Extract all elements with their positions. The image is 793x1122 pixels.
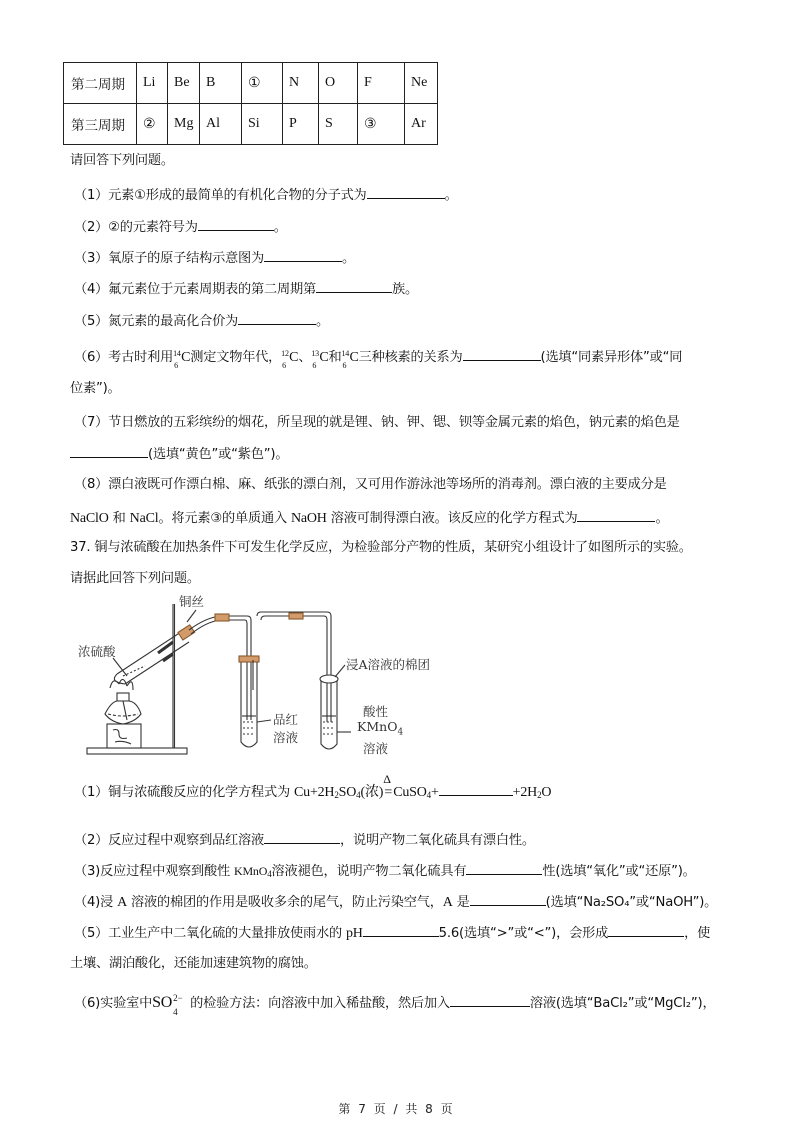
q37-stem-cont: 请据此回答下列问题。 bbox=[70, 571, 200, 586]
eq-part: (浓) bbox=[360, 785, 384, 800]
label-cotton-soaked-a: 浸A溶液的棉团 bbox=[346, 657, 431, 672]
answer-blank[interactable] bbox=[264, 247, 342, 262]
question-text: 溶液可制得漂白液。该反应的化学方程式为 bbox=[330, 511, 578, 526]
question-text: （1）元素①形成的最简单的有机化合物的分子式为 bbox=[74, 188, 367, 203]
q36-item-6-cont: 位素”)。 bbox=[70, 381, 121, 396]
question-text: 的检验方法：向溶液中加入稀盐酸，然后加入 bbox=[190, 996, 450, 1011]
eq-part: SO bbox=[152, 994, 173, 1011]
heat-delta-sign: Δ = bbox=[383, 783, 393, 803]
answer-blank[interactable] bbox=[264, 829, 340, 844]
answer-blank[interactable] bbox=[363, 922, 439, 937]
answer-blank[interactable] bbox=[463, 346, 541, 361]
chem-equation bbox=[294, 772, 439, 800]
question-text: （4)浸 bbox=[74, 895, 114, 910]
mass-number: 14 bbox=[341, 349, 350, 358]
q36-item-6 bbox=[74, 346, 682, 368]
question-text: （3）氧原子的原子结构示意图为 bbox=[74, 251, 265, 266]
q37-item-5-cont: 土壤、湖泊酸化，还能加速建筑物的腐蚀。 bbox=[70, 956, 317, 971]
eq-part: Cu+2H bbox=[294, 785, 335, 800]
answer-blank[interactable] bbox=[577, 507, 655, 522]
question-text: 。 bbox=[444, 188, 458, 203]
answer-blank[interactable] bbox=[608, 922, 684, 937]
question-text: （6)实验室中 bbox=[74, 996, 153, 1011]
q36-item-3 bbox=[74, 247, 355, 269]
question-text: 溶液的棉团的作用是吸收多余的尾气，防止污染空气， bbox=[131, 895, 443, 910]
chem-equation-tail bbox=[513, 785, 552, 800]
q36-item-7: （7）节日燃放的五彩缤纷的烟花，所呈现的就是锂、钠、钾、锶、钡等金属元素的焰色，钠元素的焰色是 bbox=[74, 415, 680, 430]
isotope-notation bbox=[281, 348, 289, 370]
label-text: 酸性 bbox=[363, 704, 389, 719]
q37-item-4 bbox=[74, 891, 717, 913]
question-text: 5.6(选填“>”或“<”)，会形成 bbox=[438, 926, 609, 941]
question-text: ，使 bbox=[684, 926, 711, 941]
table-cell: Al bbox=[200, 104, 242, 145]
q36-item-4 bbox=[74, 278, 418, 300]
atomic-number: 6 bbox=[342, 361, 347, 370]
table-cell: B bbox=[200, 63, 242, 104]
question-text: 族。 bbox=[391, 282, 418, 297]
question-text: （1）铜与浓硫酸反应的化学方程式为 bbox=[74, 785, 290, 800]
table-row bbox=[64, 63, 438, 104]
q37-item-6 bbox=[74, 992, 716, 1017]
q36-intro: 请回答下列问题。 bbox=[70, 153, 174, 168]
label-concentrated-sulfuric-acid: 浓硫酸 bbox=[78, 644, 116, 659]
experiment-apparatus-diagram bbox=[75, 592, 475, 762]
table-cell: Ar bbox=[405, 104, 438, 145]
table-cell: Li bbox=[137, 63, 168, 104]
chem-formula: NaCl bbox=[129, 511, 159, 526]
isotope-notation bbox=[173, 348, 181, 370]
element-symbol: C bbox=[349, 350, 359, 365]
eq-sub: 4 bbox=[426, 790, 431, 800]
row-label: 第三周期 bbox=[64, 104, 137, 145]
table-cell: P bbox=[283, 104, 319, 145]
isotope-notation bbox=[311, 348, 319, 370]
row-label: 第二周期 bbox=[64, 63, 137, 104]
element-symbol: C bbox=[319, 350, 329, 365]
question-text: 和 bbox=[328, 350, 342, 365]
ion-subscript: 4 bbox=[173, 1007, 178, 1017]
eq-part: KMnO bbox=[234, 864, 268, 878]
label-subscript: 4 bbox=[397, 727, 404, 738]
question-text: （5）氮元素的最高化合价为 bbox=[74, 314, 239, 329]
question-text: 。 bbox=[273, 220, 287, 235]
mass-number: 13 bbox=[311, 349, 319, 358]
q36-item-2 bbox=[74, 216, 287, 238]
answer-blank[interactable] bbox=[238, 310, 316, 325]
eq-part: SO bbox=[338, 785, 357, 800]
table-cell: Be bbox=[168, 63, 200, 104]
question-text: （2）②的元素符号为 bbox=[74, 220, 198, 235]
table-cell: ① bbox=[242, 63, 283, 104]
eq-part: +2H bbox=[512, 785, 538, 800]
q37-item-1 bbox=[74, 772, 552, 805]
element-symbol: C bbox=[181, 350, 191, 365]
question-text: 三种核素的关系为 bbox=[358, 350, 463, 365]
atomic-number: 6 bbox=[312, 361, 317, 370]
eq-sub: 4 bbox=[267, 869, 272, 879]
table-cell: S bbox=[319, 104, 358, 145]
chem-formula: pH bbox=[345, 926, 363, 941]
eq-sub: 2 bbox=[537, 790, 542, 800]
ion-charge: 2− bbox=[173, 993, 183, 1003]
question-text: （4）氟元素位于元素周期表的第二周期第 bbox=[74, 282, 316, 297]
question-text: （5）工业生产中二氧化硫的大量排放使雨水的 bbox=[74, 926, 342, 941]
label-text: 溶液 bbox=[363, 740, 389, 756]
question-text: ，说明产物二氧化硫具有漂白性。 bbox=[340, 833, 535, 848]
q37-item-5 bbox=[74, 922, 710, 944]
question-text: (选填“Na₂SO₄”或“NaOH”)。 bbox=[545, 895, 718, 910]
atomic-number: 6 bbox=[282, 361, 286, 370]
answer-blank[interactable] bbox=[466, 860, 542, 875]
question-text: 性(选填“氧化”或“还原”)。 bbox=[542, 864, 696, 879]
question-text: 和 bbox=[112, 511, 126, 526]
periodic-table bbox=[63, 62, 438, 145]
answer-blank[interactable] bbox=[198, 216, 274, 231]
question-text: 溶液褪色，说明产物二氧化硫具有 bbox=[271, 864, 467, 879]
table-cell: ③ bbox=[358, 104, 405, 145]
question-text: 。将元素③的单质通入 bbox=[158, 511, 287, 526]
table-cell: ② bbox=[137, 104, 168, 145]
mass-number: 14 bbox=[173, 349, 181, 358]
chem-formula: NaClO bbox=[70, 511, 109, 526]
mass-number: 12 bbox=[281, 349, 289, 358]
isotope-notation bbox=[341, 348, 350, 370]
table-cell: O bbox=[319, 63, 358, 104]
eq-sub: 4 bbox=[356, 790, 361, 800]
question-text: 测定文物年代， bbox=[190, 350, 282, 365]
question-text: 。 bbox=[655, 511, 669, 526]
question-text: (选填“同素异形体”或“同 bbox=[540, 350, 683, 365]
chem-formula bbox=[234, 864, 272, 878]
question-text: 、 bbox=[298, 350, 312, 365]
label-acidic-kmno4 bbox=[357, 704, 403, 756]
answer-blank[interactable] bbox=[450, 992, 530, 1007]
eq-part: CuSO bbox=[393, 785, 427, 800]
chem-formula: A bbox=[442, 895, 453, 910]
label-text: 溶液 bbox=[273, 730, 299, 745]
table-cell: Ne bbox=[405, 63, 438, 104]
answer-blank[interactable] bbox=[439, 781, 513, 796]
chem-formula: A bbox=[117, 895, 128, 910]
table-cell: Si bbox=[242, 104, 283, 145]
q36-item-1 bbox=[74, 184, 458, 206]
label-text: KMnO bbox=[357, 719, 398, 734]
eq-sub: 2 bbox=[334, 790, 339, 800]
answer-blank[interactable] bbox=[470, 891, 546, 906]
table-row bbox=[64, 104, 438, 145]
question-text: （3)反应过程中观察到酸性 bbox=[74, 864, 230, 879]
answer-blank[interactable] bbox=[316, 278, 392, 293]
table-cell: Mg bbox=[168, 104, 200, 145]
atomic-number: 6 bbox=[174, 361, 178, 370]
question-text: 。 bbox=[316, 314, 330, 329]
q37-item-2 bbox=[74, 829, 535, 851]
table-cell: F bbox=[358, 63, 405, 104]
page-footer: 第 7 页 / 共 8 页 bbox=[338, 1102, 455, 1116]
delta-symbol: Δ bbox=[383, 772, 391, 786]
q37-stem: 37. 铜与浓硫酸在加热条件下可发生化学反应，为检验部分产物的性质，某研究小组设计了如图所示的实验。 bbox=[70, 540, 692, 555]
q36-item-8-cont bbox=[70, 507, 668, 529]
question-text: （6）考古时利用 bbox=[74, 350, 174, 365]
q36-item-7-cont bbox=[70, 443, 288, 465]
label-copper-wire: 铜丝 bbox=[179, 594, 205, 609]
eq-part: O bbox=[541, 785, 552, 800]
table-cell: N bbox=[283, 63, 319, 104]
answer-blank[interactable] bbox=[70, 443, 148, 458]
element-symbol: C bbox=[289, 350, 299, 365]
question-text: 是 bbox=[456, 895, 470, 910]
eq-part: + bbox=[430, 785, 439, 800]
question-text: 溶液(选填“BaCl₂”或“MgCl₂”)， bbox=[529, 996, 716, 1011]
q36-item-8: （8）漂白液既可作漂白棉、麻、纸张的漂白剂，又可用作游泳池等场所的消毒剂。漂白液的主要成分是 bbox=[74, 477, 667, 492]
question-text: （2）反应过程中观察到品红溶液 bbox=[74, 833, 265, 848]
label-text: 品红 bbox=[273, 712, 299, 727]
label-magenta-solution bbox=[273, 710, 298, 746]
answer-blank[interactable] bbox=[367, 184, 445, 199]
q37-item-3 bbox=[74, 860, 696, 884]
question-text: 。 bbox=[342, 251, 356, 266]
q36-item-5 bbox=[74, 310, 329, 332]
sulfate-ion bbox=[152, 993, 186, 1017]
question-text: (选填“黄色”或“紫色”)。 bbox=[148, 447, 289, 462]
chem-formula: NaOH bbox=[290, 511, 327, 526]
